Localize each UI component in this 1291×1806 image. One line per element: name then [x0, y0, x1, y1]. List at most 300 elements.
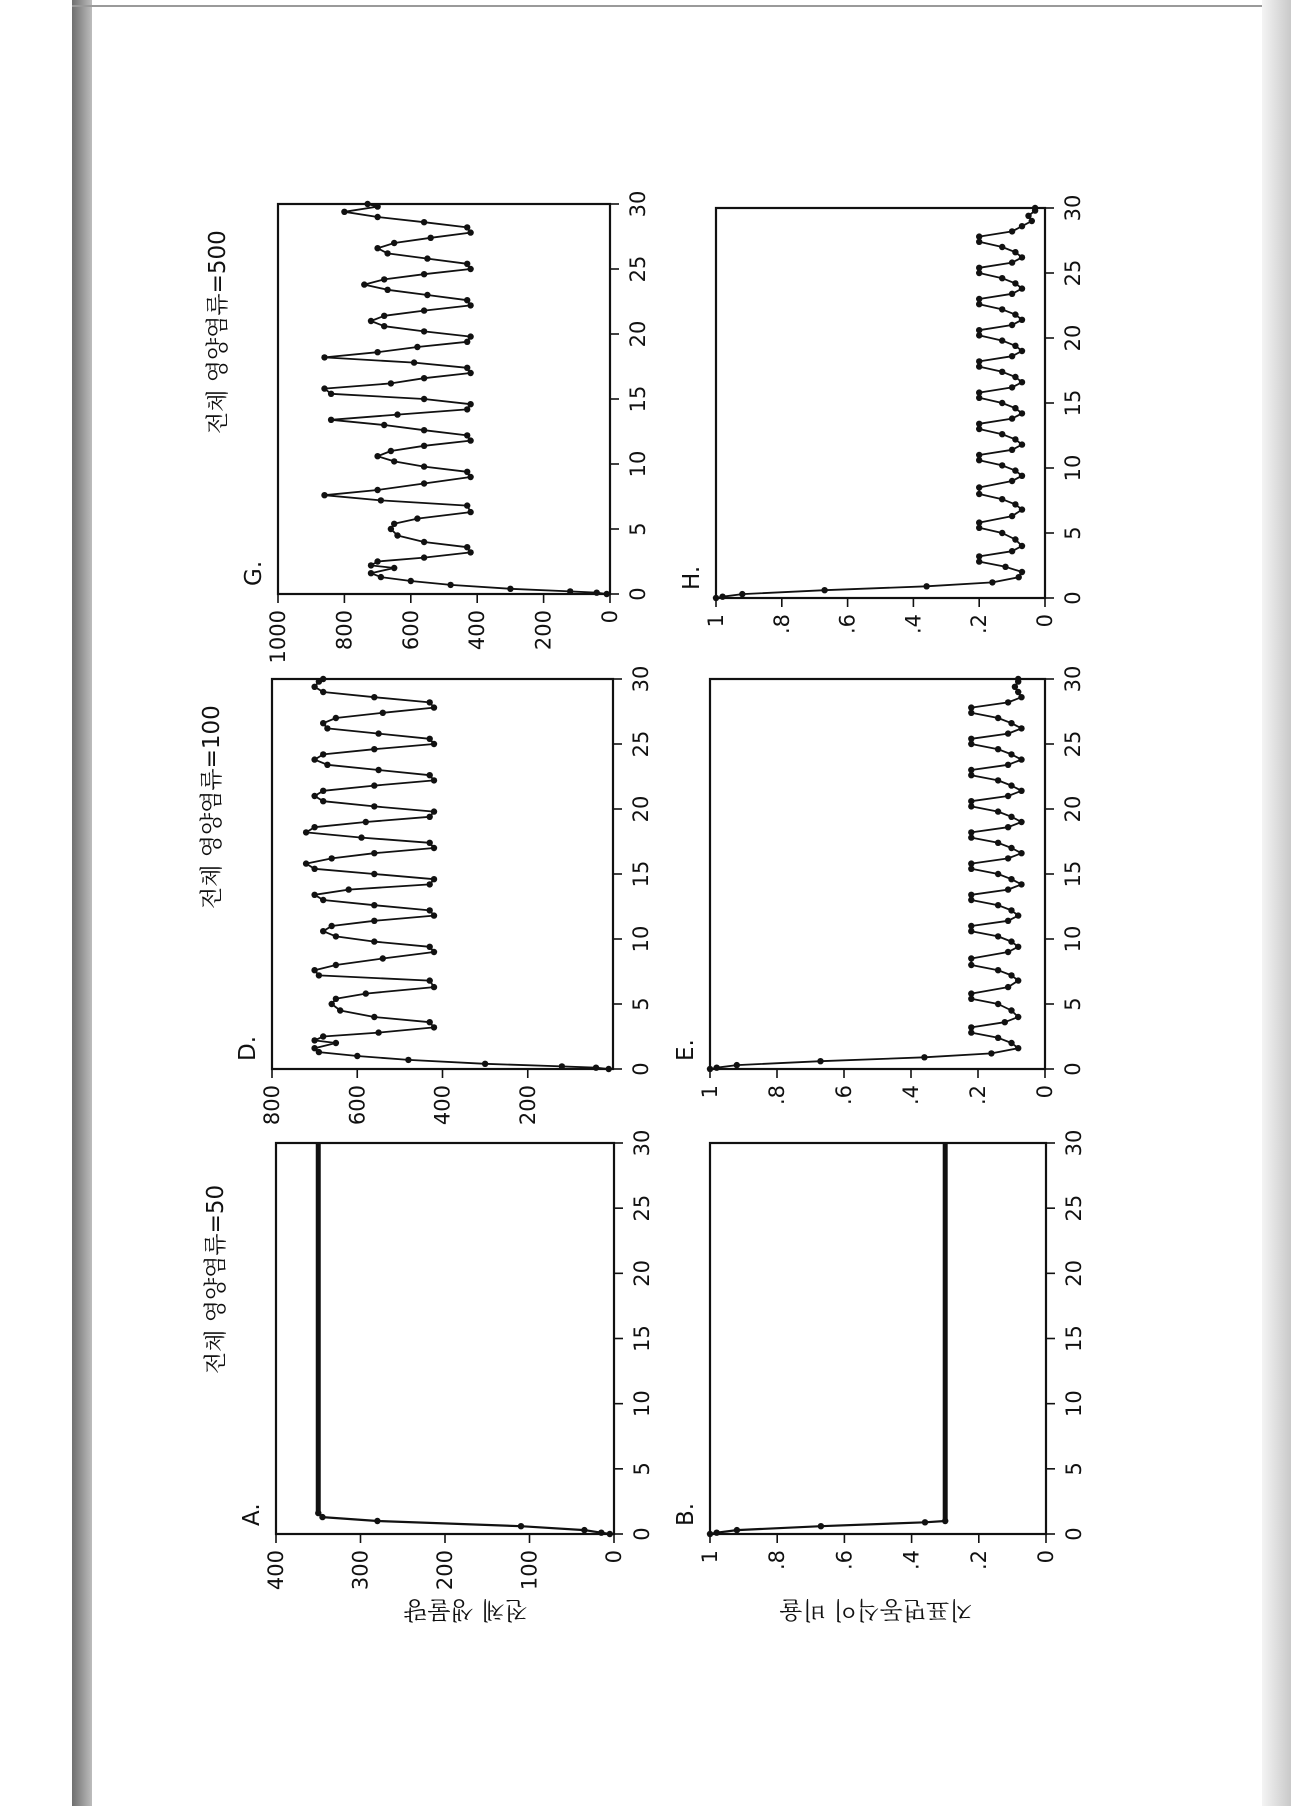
data-point	[371, 918, 377, 924]
data-point	[942, 1518, 948, 1524]
data-point	[1008, 1040, 1014, 1046]
data-point	[1005, 793, 1011, 799]
panel-label: B.	[673, 1502, 699, 1526]
x-tick-label: 0	[1061, 1062, 1085, 1076]
x-tick-label: 10	[629, 925, 653, 953]
data-point	[375, 767, 381, 773]
data-point	[482, 1061, 488, 1067]
y-tick-label: 1000	[266, 610, 290, 664]
data-point	[421, 480, 427, 486]
data-point	[1009, 447, 1015, 453]
data-point	[1032, 205, 1038, 211]
data-point	[1009, 548, 1015, 554]
data-point	[976, 358, 982, 364]
data-point	[1018, 850, 1024, 856]
data-point	[1019, 348, 1025, 354]
x-tick-label: 5	[1061, 526, 1085, 540]
data-point	[320, 676, 326, 682]
data-point	[431, 741, 437, 747]
data-point	[1019, 506, 1025, 512]
y-tick-label: 800	[332, 610, 357, 651]
data-point	[1015, 944, 1021, 950]
y-tick-label: 100	[517, 1550, 542, 1591]
data-point	[384, 287, 390, 293]
data-point	[391, 565, 397, 571]
data-point	[817, 1058, 823, 1064]
data-point	[371, 694, 377, 700]
data-point	[320, 897, 326, 903]
data-point	[371, 1014, 377, 1020]
data-point	[431, 949, 437, 955]
x-tick-label: 10	[1061, 925, 1085, 953]
data-point	[999, 530, 1005, 536]
x-tick-label: 30	[1061, 665, 1085, 693]
data-point	[1012, 311, 1018, 317]
data-point	[1005, 699, 1011, 705]
data-point	[394, 411, 400, 417]
data-point	[714, 1065, 720, 1071]
y-tick-label: 200	[531, 610, 556, 651]
data-point	[719, 594, 725, 600]
data-point	[328, 417, 334, 423]
data-point	[1018, 881, 1024, 887]
data-point	[421, 219, 427, 225]
y-tick-label: .8	[765, 1085, 789, 1106]
data-point	[464, 469, 470, 475]
data-point	[421, 271, 427, 277]
data-point	[1025, 213, 1031, 219]
data-point	[421, 328, 427, 334]
panel-label: E.	[673, 1039, 699, 1061]
data-point	[405, 1057, 411, 1063]
data-point	[968, 767, 974, 773]
data-point	[995, 871, 1001, 877]
data-point	[1019, 410, 1025, 416]
data-point	[818, 1523, 824, 1529]
x-tick-label: 30	[629, 665, 653, 693]
data-point	[1018, 756, 1024, 762]
data-point	[1005, 762, 1011, 768]
data-point	[424, 255, 430, 261]
data-point	[999, 337, 1005, 343]
data-point	[995, 808, 1001, 814]
data-point	[734, 1527, 740, 1533]
data-point	[507, 586, 513, 592]
data-point	[1008, 782, 1014, 788]
data-point	[995, 840, 1001, 846]
data-point	[333, 715, 339, 721]
data-point	[594, 590, 600, 596]
data-point	[1005, 918, 1011, 924]
data-point	[995, 967, 1001, 973]
data-point	[333, 962, 339, 968]
data-point	[1019, 473, 1025, 479]
data-point	[467, 401, 473, 407]
y-tick-label: .4	[899, 1085, 923, 1106]
data-point	[421, 443, 427, 449]
data-point	[1019, 317, 1025, 323]
data-point	[374, 1518, 380, 1524]
data-point	[1009, 228, 1015, 234]
data-point	[311, 793, 317, 799]
data-point	[421, 539, 427, 545]
data-point	[1005, 949, 1011, 955]
data-point	[1012, 467, 1018, 473]
data-point	[1018, 788, 1024, 794]
data-point	[391, 240, 397, 246]
data-point	[922, 1519, 928, 1525]
data-point	[315, 1510, 321, 1516]
data-point	[995, 1035, 1001, 1041]
data-point	[995, 1001, 1001, 1007]
data-point	[324, 725, 330, 731]
y-tick-label: 200	[433, 1550, 457, 1591]
data-point	[333, 1040, 339, 1046]
data-point	[464, 224, 470, 230]
x-tick-label: 20	[1061, 324, 1085, 352]
x-tick-label: 30	[1062, 1129, 1086, 1157]
data-point	[968, 962, 974, 968]
page-right-edge	[1262, 0, 1291, 1806]
data-point	[1015, 1045, 1021, 1051]
data-point	[1012, 501, 1018, 507]
data-point	[976, 233, 982, 239]
x-tick-label: 5	[1061, 997, 1085, 1011]
data-point	[311, 892, 317, 898]
data-point	[427, 1019, 433, 1025]
data-point	[1012, 374, 1018, 380]
y-tick-label: .8	[769, 614, 794, 635]
data-point	[1008, 876, 1014, 882]
data-point	[311, 684, 317, 690]
y-tick-label: 0	[1033, 1085, 1057, 1099]
data-point	[380, 955, 386, 961]
data-point	[1019, 223, 1025, 229]
x-tick-label: 15	[1061, 860, 1085, 888]
data-point	[329, 1001, 335, 1007]
data-point	[414, 515, 420, 521]
data-point	[968, 955, 974, 961]
x-tick-label: 5	[626, 522, 650, 536]
y-tick-label: 400	[465, 610, 490, 651]
data-point	[734, 1062, 740, 1068]
data-point	[921, 1054, 927, 1060]
y-tick-label: .2	[966, 1550, 991, 1571]
data-point	[380, 710, 386, 716]
data-point	[431, 912, 437, 918]
data-point	[371, 746, 377, 752]
x-tick-label: 10	[630, 1390, 654, 1418]
data-point	[329, 855, 335, 861]
x-tick-label: 30	[630, 1129, 654, 1157]
data-point	[467, 333, 473, 339]
x-tick-label: 20	[1061, 795, 1085, 823]
data-point	[421, 427, 427, 433]
data-point	[976, 265, 982, 271]
data-point	[1009, 478, 1015, 484]
row-label-biomass: 전체 생물량	[404, 1596, 528, 1624]
data-point	[371, 782, 377, 788]
data-point	[968, 860, 974, 866]
data-point	[303, 829, 309, 835]
chart-title: 전체 영양염류=50	[203, 1184, 229, 1374]
panel-label: G.	[241, 560, 267, 586]
y-tick-label: 1	[698, 1085, 722, 1099]
data-point	[999, 496, 1005, 502]
data-point	[378, 497, 384, 503]
data-point	[976, 296, 982, 302]
data-point	[374, 487, 380, 493]
data-point	[427, 977, 433, 983]
data-point	[976, 491, 982, 497]
data-point	[427, 840, 433, 846]
x-tick-label: 20	[629, 795, 653, 823]
x-tick-label: 25	[1061, 259, 1085, 287]
data-point	[421, 375, 427, 381]
data-point	[354, 1053, 360, 1059]
data-point	[374, 203, 380, 209]
panel-label: H.	[679, 565, 705, 590]
data-point	[368, 318, 374, 324]
data-point	[968, 990, 974, 996]
data-point	[341, 209, 347, 215]
data-point	[431, 984, 437, 990]
y-tick-label: 1	[698, 1550, 722, 1564]
data-point	[1019, 285, 1025, 291]
data-point	[567, 588, 573, 594]
x-tick-label: 25	[629, 730, 653, 758]
y-tick-label: 1	[704, 614, 728, 628]
x-tick-label: 0	[1061, 591, 1085, 605]
data-point	[1008, 845, 1014, 851]
data-point	[408, 578, 414, 584]
y-tick-label: 400	[264, 1550, 288, 1591]
data-point	[968, 923, 974, 929]
data-point	[1002, 1019, 1008, 1025]
data-point	[821, 587, 827, 593]
data-point	[427, 772, 433, 778]
data-point	[381, 313, 387, 319]
y-tick-label: 0	[598, 610, 622, 624]
data-point	[1009, 415, 1015, 421]
data-point	[1008, 972, 1014, 978]
data-point	[999, 369, 1005, 375]
data-point	[363, 990, 369, 996]
data-point	[968, 704, 974, 710]
data-point	[968, 736, 974, 742]
data-point	[427, 699, 433, 705]
data-point	[976, 452, 982, 458]
data-point	[976, 389, 982, 395]
data-point	[324, 762, 330, 768]
data-point	[999, 306, 1005, 312]
x-tick-label: 10	[1062, 1390, 1086, 1418]
y-tick-label: .6	[832, 1550, 857, 1571]
data-point	[371, 902, 377, 908]
y-tick-label: .2	[966, 1085, 990, 1106]
x-tick-label: 20	[1062, 1259, 1086, 1287]
x-tick-label: 15	[630, 1325, 654, 1352]
data-point	[976, 421, 982, 427]
data-point	[311, 1037, 317, 1043]
data-point	[321, 492, 327, 498]
data-point	[316, 972, 322, 978]
data-point	[1018, 725, 1024, 731]
x-tick-label: 25	[1062, 1194, 1086, 1222]
x-tick-label: 0	[629, 1062, 653, 1076]
data-point	[358, 834, 364, 840]
data-point	[464, 502, 470, 508]
data-point	[333, 996, 339, 1002]
data-point	[1009, 513, 1015, 519]
data-point	[995, 715, 1001, 721]
data-point	[1009, 384, 1015, 390]
data-point	[995, 933, 1001, 939]
data-point	[995, 746, 1001, 752]
data-point	[320, 928, 326, 934]
data-point	[999, 462, 1005, 468]
x-tick-label: 25	[626, 255, 650, 283]
data-point	[707, 1066, 713, 1072]
data-point	[388, 380, 394, 386]
data-point	[363, 819, 369, 825]
data-point	[1015, 1014, 1021, 1020]
data-point	[464, 432, 470, 438]
data-point	[739, 591, 745, 597]
data-point	[467, 509, 473, 515]
data-point	[464, 365, 470, 371]
data-point	[976, 553, 982, 559]
y-tick-label: 400	[430, 1085, 455, 1126]
y-tick-label: 200	[515, 1085, 540, 1126]
data-point	[1012, 536, 1018, 542]
x-tick-label: 0	[630, 1527, 654, 1541]
data-point	[999, 431, 1005, 437]
data-point	[427, 944, 433, 950]
x-tick-label: 25	[1061, 730, 1085, 758]
y-tick-label: 800	[260, 1085, 284, 1126]
data-point	[999, 244, 1005, 250]
data-point	[333, 933, 339, 939]
data-point	[364, 201, 370, 207]
data-point	[1005, 855, 1011, 861]
data-point	[988, 1050, 994, 1056]
data-point	[1012, 405, 1018, 411]
x-tick-label: 5	[630, 1462, 654, 1476]
x-tick-label: 15	[629, 860, 653, 888]
data-point	[414, 344, 420, 350]
x-tick-label: 0	[626, 587, 650, 601]
data-point	[1019, 441, 1025, 447]
data-point	[714, 1530, 720, 1536]
data-point	[447, 582, 453, 588]
data-point	[1019, 543, 1025, 549]
data-point	[391, 458, 397, 464]
data-point	[375, 730, 381, 736]
y-tick-label: 300	[348, 1550, 373, 1591]
row-label-ratio: 지표면동식이 비율	[779, 1596, 973, 1624]
y-tick-label: 600	[345, 1085, 370, 1126]
data-point	[374, 214, 380, 220]
data-point	[995, 902, 1001, 908]
data-point	[371, 803, 377, 809]
data-point	[976, 484, 982, 490]
x-tick-label: 5	[629, 997, 653, 1011]
data-point	[1009, 259, 1015, 265]
data-point	[581, 1527, 587, 1533]
data-point	[1008, 907, 1014, 913]
data-point	[431, 808, 437, 814]
data-point	[1005, 730, 1011, 736]
data-point	[311, 824, 317, 830]
x-tick-label: 20	[626, 320, 650, 348]
data-point	[464, 544, 470, 550]
data-point	[713, 595, 719, 601]
data-point	[378, 574, 384, 580]
data-point	[968, 829, 974, 835]
data-point	[328, 391, 334, 397]
panel-label: A.	[239, 1503, 265, 1526]
data-point	[1015, 977, 1021, 983]
data-point	[1019, 254, 1025, 260]
data-point	[371, 938, 377, 944]
data-point	[1009, 353, 1015, 359]
y-tick-label: .8	[765, 1550, 790, 1571]
y-tick-label: .6	[835, 614, 860, 635]
data-point	[1005, 984, 1011, 990]
data-point	[371, 871, 377, 877]
data-point	[559, 1063, 565, 1069]
x-tick-label: 5	[1062, 1462, 1086, 1476]
data-point	[1015, 676, 1021, 682]
data-point	[384, 250, 390, 256]
x-tick-label: 15	[1062, 1325, 1086, 1352]
y-tick-label: 0	[1033, 614, 1057, 628]
y-tick-label: .6	[832, 1085, 856, 1106]
data-point	[707, 1531, 713, 1537]
data-point	[1008, 1007, 1014, 1013]
data-point	[411, 359, 417, 365]
data-point	[1012, 436, 1018, 442]
data-point	[604, 591, 610, 597]
data-point	[995, 777, 1001, 783]
data-point	[1012, 249, 1018, 255]
data-point	[320, 798, 326, 804]
data-point	[968, 798, 974, 804]
data-point	[431, 1024, 437, 1030]
data-point	[374, 453, 380, 459]
data-point	[427, 736, 433, 742]
data-point	[421, 396, 427, 402]
data-point	[1008, 720, 1014, 726]
data-point	[421, 463, 427, 469]
data-point	[321, 354, 327, 360]
data-point	[381, 276, 387, 282]
data-point	[1015, 912, 1021, 918]
y-tick-label: .2	[967, 614, 992, 635]
data-point	[311, 1045, 317, 1051]
data-point	[311, 967, 317, 973]
data-point	[320, 1033, 326, 1039]
data-point	[346, 886, 352, 892]
data-point	[424, 292, 430, 298]
data-point	[311, 866, 317, 872]
data-point	[989, 579, 995, 585]
data-point	[303, 860, 309, 866]
data-point	[431, 704, 437, 710]
x-tick-label: 20	[630, 1259, 654, 1287]
y-tick-label: .4	[901, 614, 926, 635]
